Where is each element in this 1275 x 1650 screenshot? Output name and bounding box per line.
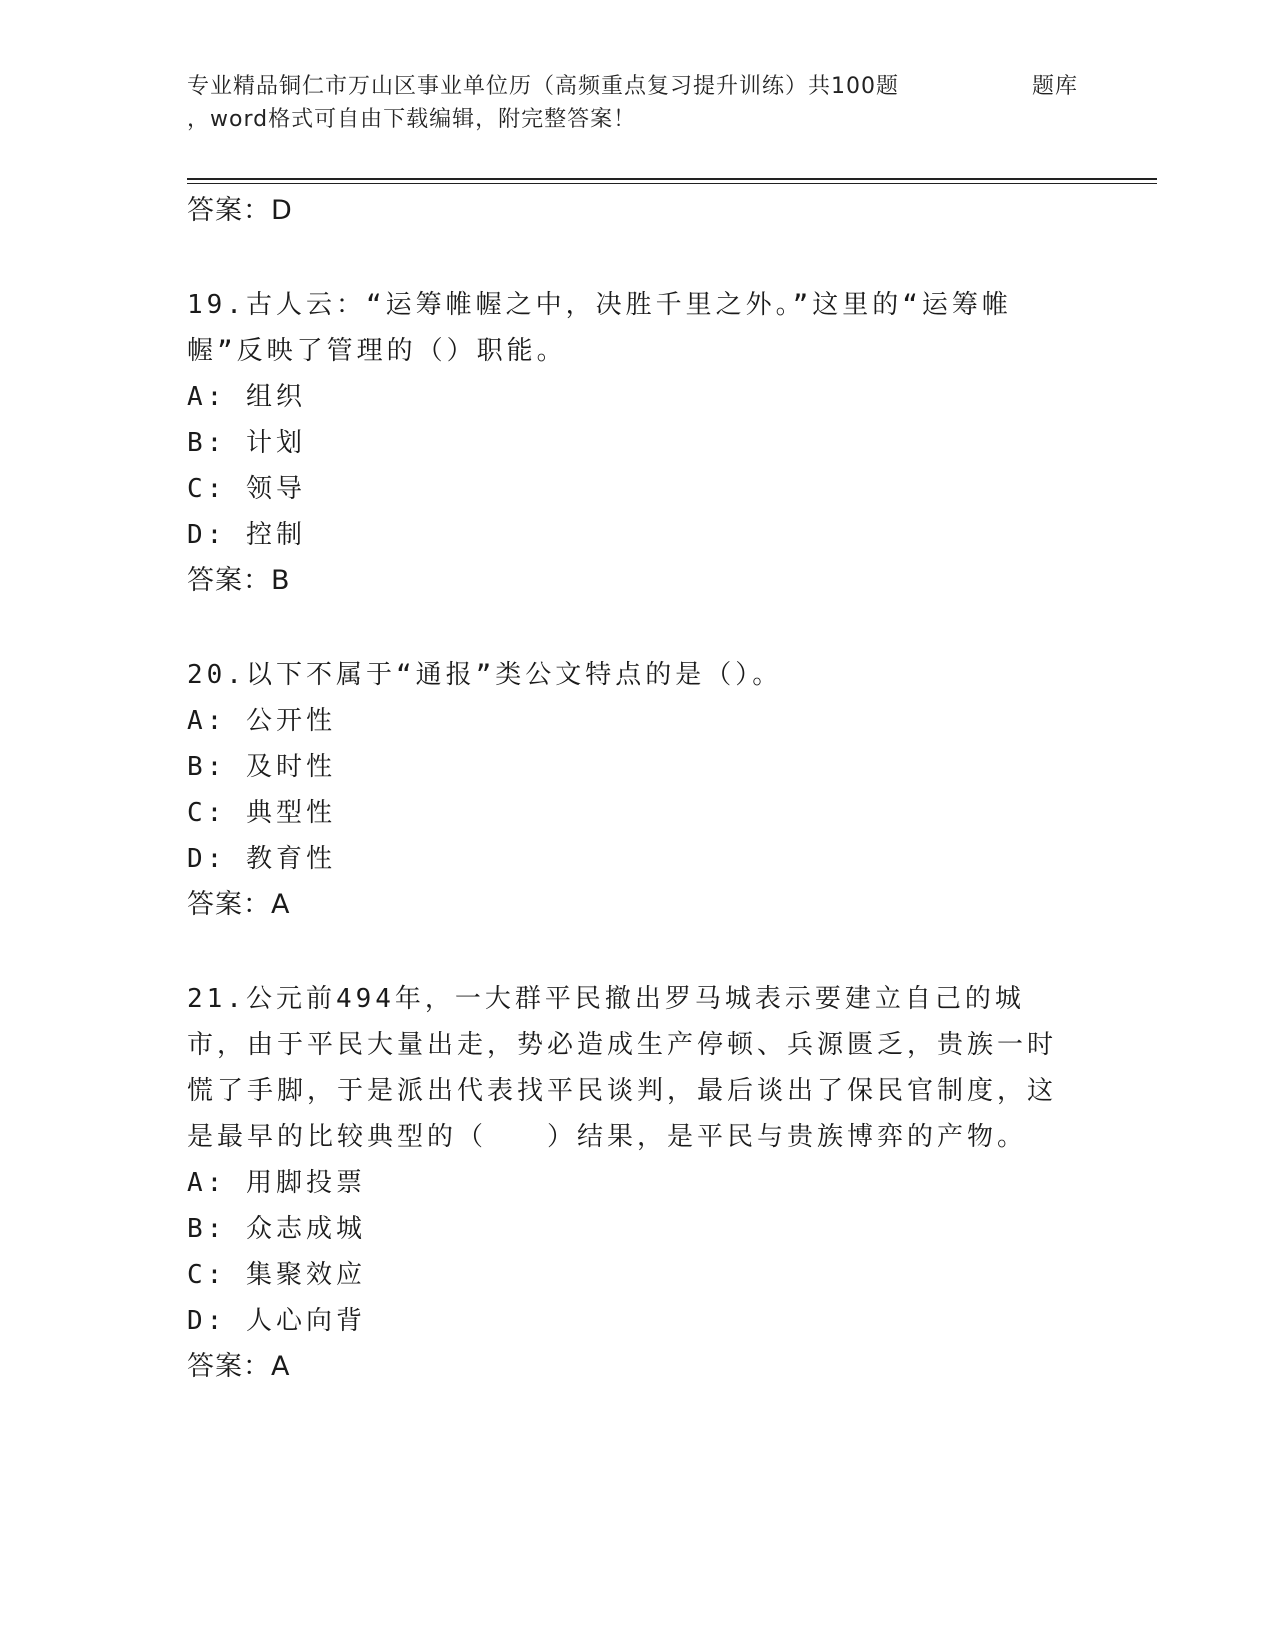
answer-line: 答案：A [187,889,291,920]
option-a: A: 用脚投票 [187,1168,366,1198]
answer-line: 答案：B [187,565,291,596]
option-d: D: 控制 [187,520,306,550]
option-c: C: 领导 [187,474,306,504]
header-tag: 题库 [1032,74,1079,99]
question-stem: 21.公元前494年，一大群平民撤出罗马城表示要建立自己的城市，由于平民大量出走，势必造成生产停顿、兵源匮乏，贵族一时慌了手脚，于是派出代表找平民谈判，最后谈出了保民官制度，这是最早的比较典型的（ ）结果，是平民与贵族博弈的产物。 [187,984,1058,1152]
option-a: A: 公开性 [187,706,336,736]
question-19 [187,282,1087,604]
page-header [187,70,1087,136]
option-a: A: 组织 [187,382,306,412]
header-title: 专业精品铜仁市万山区事业单位历（高频重点复习提升训练）共100题 [187,74,899,99]
option-b: B: 计划 [187,428,306,458]
question-stem: 19.古人云：“运筹帷幄之中，决胜千里之外。”这里的“运筹帷幄”反映了管理的（）职能。 [187,290,1012,366]
option-c: C: 集聚效应 [187,1260,366,1290]
previous-answer: 答案：D [187,195,293,226]
option-d: D: 人心向背 [187,1306,366,1336]
option-b: B: 众志成城 [187,1214,366,1244]
header-divider [187,178,1157,180]
option-d: D: 教育性 [187,844,336,874]
question-stem: 20.以下不属于“通报”类公文特点的是（）。 [187,660,783,690]
option-b: B: 及时性 [187,752,336,782]
question-21 [187,976,1087,1390]
header-subtitle: ，word格式可自由下载编辑，附完整答案！ [187,107,637,132]
header-divider-thin [187,183,1157,184]
question-list [187,188,1087,1390]
question-20 [187,652,1087,928]
answer-line: 答案：A [187,1351,291,1382]
option-c: C: 典型性 [187,798,336,828]
